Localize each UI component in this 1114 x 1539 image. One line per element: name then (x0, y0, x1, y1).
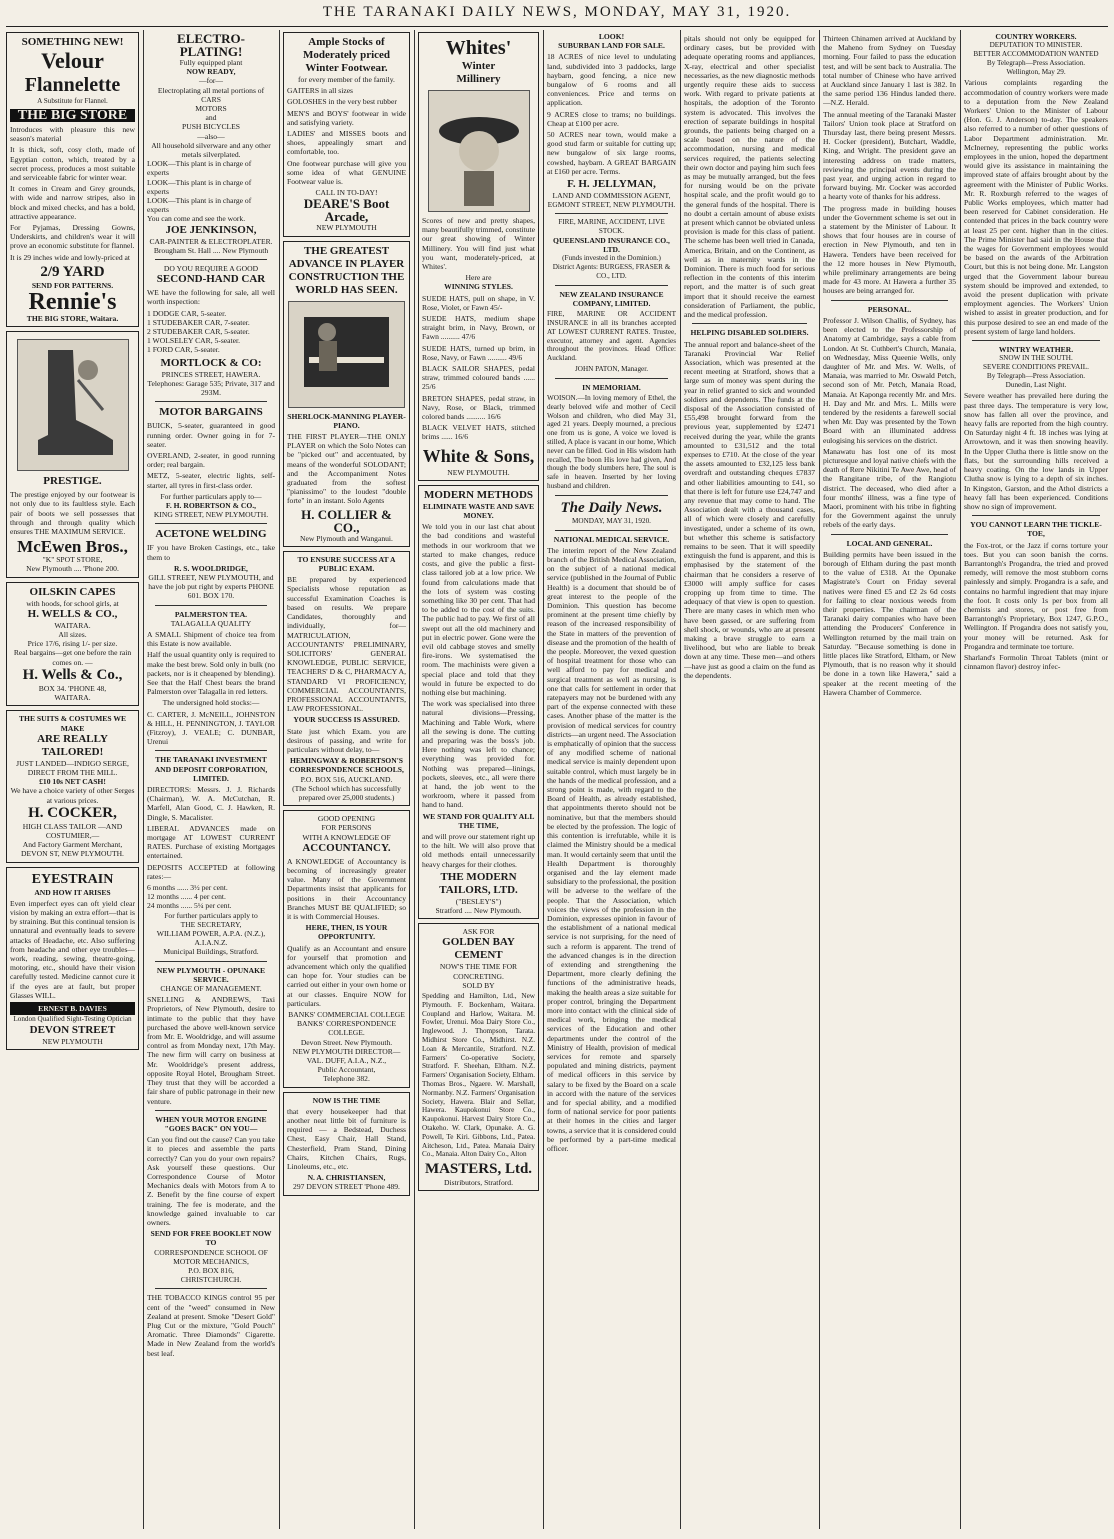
brand: ("BESLEY'S") (455, 896, 502, 906)
for: FOR PERSONS (321, 823, 372, 833)
title: NEW PLYMOUTH - OPUNAKE SERVICE. (156, 965, 266, 984)
electro-item: PUSH BICYCLES (181, 122, 241, 132)
car-list (147, 309, 275, 355)
separator (155, 750, 267, 751)
desc-text: It comes in Cream and Grey grounds, with wide and narrow stripes, also in block and mixed checks, and has a bold, attractive appearance. (10, 184, 135, 221)
local-title: LOCAL AND GENERAL. (846, 538, 933, 548)
weather-title: WINTRY WEATHER. (998, 345, 1074, 355)
patterns-text: SEND FOR PATTERNS. (31, 280, 114, 290)
desc-text: It is thick, soft, cosy cloth, made of Egyptian cotton, which, treated by a secret process, produces a most suitable and serviceable fabric for winter wear. (10, 145, 135, 183)
store-name: "K" SPOT STORE, (42, 555, 103, 565)
separator (155, 1288, 267, 1289)
country-text: Various complaints regarding the accommodation of country workers were made to a deputation from the New Zealand Workers' Union to the Minister of Labour (Hon. G. J. Anderson) to-day. The speakers also referred to a number of other questions of Labor Department administration. Mr. McInerney, representing the public works employees in the union, hoped the department would give its assistance in maintaining the improved state of affairs brought about by the agreement with the Minister of Public Works. Mr. R. Roxburgh referred to the wages of Public Works employees, which matter had been reserved for Cabinet consideration. He contended that prices in the back country were at least 25 per cent. higher than in the cities. The Prime Minister had said in the House that the wages for Government employees would be based on the awards of the Arbitration Court, but this is not being done. Mr. Langston urged that the Government labour bureau system should be improved and extended, to avoid the present duplication with private employment agencies. The Workers' Union wished to assist in greater production, and for this purpose desired to see an end made of the present system of large land holders. (964, 78, 1108, 336)
role: LAND AND COMMISSION AGENT, (552, 191, 671, 201)
millinery: Millinery (456, 73, 501, 85)
text: THE FIRST PLAYER—THE ONLY PLAYER on which the Solo Notes can be "picked out" and accentuated, by means of the wonderful SOLODANT; and the Accompaniment Notes graduated from the softest "pianissimo" to the loudest "double forte" in an instant. Solo Agents (287, 432, 406, 506)
addr: 297 DEVON STREET 'Phone 489. (293, 1182, 400, 1192)
sub: CHANGE OF MANAGEMENT. (160, 984, 262, 994)
separator (155, 1110, 267, 1111)
separator (555, 285, 668, 286)
electro-text: All household silverware and any other metals silverplated. (151, 140, 271, 160)
send: SEND FOR FREE BOOKLET NOW TO (150, 1229, 272, 1248)
branch: NEW PLYMOUTH DIRECTOR— (292, 1046, 401, 1056)
stand: WE STAND FOR QUALITY ALL THE TIME, (422, 811, 535, 830)
separator (155, 401, 267, 402)
service-ad (147, 966, 275, 1106)
title: SUBURBAN LAND FOR SALE. (558, 41, 665, 51)
item: BRETON SHAPES, pedal straw, in Navy, Rose, or Black, trimmed colored bands .......... 16/6 (422, 393, 535, 422)
column-divider (279, 30, 280, 1529)
text: and will prove our statement right up to the hilt. We will also prove that old methods entail unnecessarily heavy charges for their clothes. (422, 831, 535, 869)
note: Real bargains—get one before the rain comes on. — (13, 648, 132, 667)
text: Can you find out the cause? Can you take it to pieces and assemble the parts correctly? Can you do your own repairs? Ask yourself these questions. Our Correspondence Course of Motor Mechanics deals with Motors from A to Z. Benefit by the fine course of expert training. The fee is moderate, and the knowledge gained invaluable to car owners. (147, 1135, 275, 1227)
column-8 (964, 32, 1108, 1531)
firm-name: DEARE'S Boot Arcade, (303, 196, 390, 225)
news-item: Thirteen Chinamen arrived at Auckland by the Maheno from Sydney on Tuesday morning. Four failed to pass the education test, and will be sent back to Australia. The total number of Chinese who have arrived at Auckland since January 1 last is 382. In the same period 136 Hindus landed there.—N.Z. Herald. (823, 34, 956, 108)
investment-ad (147, 755, 275, 956)
column-6 (684, 32, 815, 1531)
country-title: COUNTRY WORKERS. (995, 32, 1077, 41)
assured: YOUR SUCCESS IS ASSURED. (293, 715, 400, 725)
suits-title: THE SUITS & COSTUMES WE MAKE (18, 714, 127, 733)
item: BLACK SAILOR SHAPES, pedal straw, trimmed coloured bands ...... 25/6 (422, 364, 535, 392)
footwear-illustration (17, 339, 129, 471)
column-3 (283, 32, 410, 1531)
rate: 24 months ...... 5¼ per cent. (147, 901, 232, 911)
firm-name: MORTLOCK & CO: (160, 356, 262, 369)
text: A KNOWLEDGE of Accountancy is becoming of increasingly greater value. Many of the Government Departments insist that applicants for positions in their Accountancy Branches MUST BE QUALIFIED; so it is with Commercial Houses. (287, 856, 406, 921)
electroplating-ad (147, 32, 275, 255)
state: State just which Exam. you are desirous of passing, and write for particulars without delay, to— (287, 726, 406, 754)
town: WAITARA. (54, 620, 91, 630)
item: SUEDE HATS, pull on shape, in V. Rose, Violet, or Fawn 45/- (422, 293, 535, 312)
firm-name: THE MODERN TAILORS, LTD. (439, 870, 518, 896)
school: CORRESPONDENCE SCHOOL OF MOTOR MECHANICS, (154, 1247, 268, 1266)
velour-heading: Velour (41, 48, 104, 73)
country-sub: BETTER ACCOMMODATION WANTED (973, 50, 1099, 58)
sizes: All sizes. (58, 630, 87, 640)
firm-name: H. COLLIER & CO., (301, 506, 392, 535)
whites-millinery-ad (418, 32, 539, 481)
oilskin-title: OILSKIN CAPES (29, 585, 116, 598)
nz-insurance-ad (547, 290, 676, 374)
weather-text: Severe weather has prevailed here during the past three days. The temperature is very low, snow has fallen all over the province, and heavy falls are reported from the high country. On Saturday night 4 ft. 18 inches was lying at Arrowtown, and it was then snowing heavily. In the Upper Clutha there is little snow on the flats, but the surrounding hills received a heavy coating. On the low lands in Upper Clutha snow is lying to a depth of six inches. In Kingston, Garston, and the Athol districts a heavy fall has been experienced. Conditions show no sign of improvement. (964, 391, 1108, 511)
medical-title: NATIONAL MEDICAL SERVICE. (553, 534, 670, 544)
text: A SMALL Shipment of choice tea from this Estate is now available. (147, 629, 275, 649)
masthead-rule (6, 26, 1108, 27)
soldiers-title: HELPING DISABLED SOLDIERS. (690, 328, 809, 338)
column-divider (680, 30, 681, 1529)
queensland-insurance-ad (547, 218, 676, 280)
separator (155, 523, 267, 524)
look-line: LOOK—This plant is in charge of experts (147, 159, 252, 178)
styles: WINNING STYLES. (444, 282, 513, 292)
electro-also: —also— (197, 131, 225, 141)
medical-text: The interim report of the New Zealand branch of the British Medical Association, on the subject of a national medical service (published in the Journal of Public Health) is a document that should be of great interest to the people of the Dominion. This question has become prominent at the present time chiefly by reason of the increased responsibility of the State in matters of the prevention of disease and the promotion of the health of the people. Moreover, the vexed question of hospital treatment for those who can well afford to pay for medical and surgical treatment as well as nursing, is one that calls for settlement in order that ratepayers may not be burdened with any part of the expense connected with these cases. Another phase of the matter is the provision of medical services for country districts—an urgent need. The Association is emphatically of opinion that the success of any modified scheme of national medical service is mainly dependent upon suitable control, which must largely be in the hands of the medical profession, and a strong point is made, with regard to the Board of Health, as already established, that appointments thereto should not be nominative, but that the members should be elected by the profession. The logic of this contention is irrefutable, while it is claimed the Ministry should be a medical man. It would certainly seem that until the Health Department is thoroughly organised and the lay element made subsidiary to the professional, the position will be adverse to the welfare of the people. That the Association, which voices the views of the profession in the Dominion, expresses opinion in favour of the establishment of a national medical service is not surprising, for the need of such a reform is apparent. The trend of the advanced changes is in the direction of extending and strengthening the Department, more clearly defining the functions of the administrative heads, making the health areas a size suitable for proper control, bringing the Department more into contact with the clinical side of medical work, bringing the medical services of the Education and other departments under the control of the Ministry of Health, provision of medical services for remote and sparsely populated and mining districts, payment of medical officers in this service by salary to be fixed by the Board on a scale in accord with the nature of the services and for special ability, and a modified form of national service for poor patients at their homes in the cities and larger towns, a service that it is considered could be performed by a part-time medical officer. (547, 545, 676, 1153)
deare-boot-ad (283, 32, 410, 237)
title: NOW IS THE TIME (312, 1095, 381, 1105)
role: Distributors, Stratford. (444, 1178, 513, 1188)
firm: N. A. CHRISTIANSEN, (307, 1173, 386, 1183)
hat-icon (429, 91, 529, 211)
item: LADIES' and MISSES boots and shoes, appealingly smart and comfortable, too. (287, 129, 406, 157)
text: that every housekeeper had that another neat little bit of furniture is required — a Bedstead, Duchess Chest, Easy Chair, Hall Stand, Chesterfield, Pram Stand, Dining Chairs, Kitchen Chairs, Rugs, Linoleums, etc., etc. (287, 1106, 406, 1172)
street: Devon Street. New Plymouth. (300, 1037, 393, 1047)
tickle-title: YOU CANNOT LEARN THE TICKLE-TOE, (970, 520, 1102, 539)
separator (555, 213, 668, 214)
title: MOTOR BARGAINS (159, 406, 263, 419)
oilskin-sub: with hoods, for school girls, at (26, 598, 119, 608)
byline: By Telegraph—Press Association. (986, 371, 1086, 380)
title: Ample Stocks of Moderately priced Winter Footwear. (302, 36, 391, 74)
prestige-ad (6, 331, 139, 577)
item: GAITERS in all sizes (287, 86, 354, 96)
news-item: The progress made in building houses under the Government scheme is set out in a statement by the Minister of Labour. It shows that four houses are in course of erection in New Plymouth, and ten in Hawera. Tenders have been received for the 12 more houses in New Plymouth, while preliminary arrangements are being made for 43 more. At Hawera a further 35 houses are being arranged for. (823, 203, 956, 296)
item: SUEDE HATS, medium shape straight brim, in Navy, Brown, or Fawn .......... 47/6 (422, 314, 535, 342)
title: WHEN YOUR MOTOR ENGINE "GOES BACK" ON YOU— (155, 1114, 267, 1133)
item: MEN'S and BOYS' footwear in wide and satisfying variety. (287, 108, 406, 127)
price: Price 17/6, rising 1/- per size. (27, 639, 118, 649)
mcewen-logo: McEwen Bros., (17, 537, 128, 557)
with: WITH A KNOWLEDGE OF (302, 832, 391, 842)
firm-logo: H. Wells & Co., (22, 666, 123, 683)
text: Scores of new and pretty shapes, many beautifully trimmed, constitute our great showing of Winter Millinery. You will find just what you want, moderately-priced, at Whites'. (422, 216, 535, 272)
engine-ad (147, 1115, 275, 1285)
firm: HEMINGWAY & ROBERTSON'S CORRESPONDENCE SCHOOLS, (289, 756, 404, 775)
agents: District Agents: BURGESS, FRASER & CO., LTD. (552, 263, 671, 281)
country-sub: DEPUTATION TO MINISTER. (989, 41, 1083, 50)
item: BUICK, 5-seater, guaranteed in good running order. Owner going in for 7-seater. (147, 421, 275, 449)
tel: Telephone 382. (323, 1074, 370, 1084)
box: P.O. BOX 516, AUCKLAND. (300, 774, 393, 784)
palmerston-tea-ad (147, 610, 275, 747)
piano-icon (289, 302, 404, 407)
prestige-title: PRESTIGE. (43, 475, 102, 488)
electro-text: Electroplating all metal portions of (157, 85, 265, 95)
text: DEPOSITS ACCEPTED at following rates:— (147, 862, 275, 881)
title: MODERN METHODS (423, 488, 534, 501)
addr: GILL STREET, NEW PLYMOUTH, and have the job put right by experts PHONE 601. BOX 170. (148, 572, 274, 601)
local-text: Building permits have been issued in the borough of Eltham during the past month to the value of £318. At the Opunake Magistrate's Court on Friday several natives were fined £5 and £2 2s 6d costs for failing to clear noxious weeds from their properties. The chairman of the Taranaki dairy companies who have been attending the Producers' Conference in Wellington returned by the mail train on Saturday. "Because something is done in little places like Stratford, Eltham, or New Plymouth, that is no reason why it should be done in a town like Hawera," said a speaker at the recent meeting of the Hawera Chamber of Commerce. (823, 549, 956, 697)
suits-price: £10 10s NET CASH! (39, 777, 106, 787)
title: PALMERSTON TEA. (174, 609, 248, 619)
item: GOLOSHES in the very best rubber (287, 97, 397, 107)
look-line: LOOK—This plant is in charge of experts (147, 196, 252, 215)
text: BE prepared by experienced Specialists whose reputation as successful Examination Coaches is based on results. We prepare Candidates, thoroughly and individually, for—MATRICULATION, ACCOUNTANTS' PRELIMINARY, SOLICITORS' GENERAL KNOWLEDGE, PUBLIC SERVICE, TEACHERS' D & C, PHARMACY A, STANDARD VI PROFICIENCY, COMMERCIAL ACCOUNTANTS, PROFESSIONAL ACCOUNTANTS, LAW PROFESSIONAL. (287, 575, 406, 714)
cocker-logo: H. COCKER, (28, 804, 117, 821)
lines: FIRE, MARINE, ACCIDENT, LIVE STOCK. (558, 218, 665, 236)
eyestrain-ad (6, 867, 139, 1051)
firm-logo: MASTERS, Ltd. (424, 1161, 533, 1178)
electro-item: and (205, 113, 217, 123)
piano-illustration (288, 301, 405, 408)
separator (972, 515, 1100, 516)
oilskin-ad (6, 582, 139, 707)
firm-addr: Brougham St. Hall .... New Plymouth (153, 245, 269, 255)
item: OVERLAND, 2-seater, in good running order; real bargain. (147, 450, 275, 470)
here: HERE, THEN, IS YOUR OPPORTUNITY. (305, 923, 388, 942)
firm-desc: CAR-PAINTER & ELECTROPLATER. (149, 236, 273, 246)
desc: HIGH CLASS TAILOR —AND COSTUMIER,— (22, 821, 123, 840)
column-divider (414, 30, 415, 1529)
firm-name: H. WELLS & CO., (27, 607, 118, 620)
lady-hat-illustration (428, 90, 530, 212)
personal-text: Professor J. Wilson Challis, of Sydney, has been elected to the Professorship of Anatomy at Cambridge, says a cable from London. At St. Cuthbert's Church, Manaia, on Wednesday, Miss Queenie Wells, only daughter of Mr. and Mrs. W. Wells, of Manaia, was married to Mr. Oswald Petch, second son of Mr. Petch, Manaia Road, Manaia. At Kaponga recently Mr. and Mrs. H. Day and Mr. and Mrs. L. Mills were tendered by the residents a farewell social when Mr. Day was presented by the Town Board with an illuminated address eulogising his services on the district. (823, 315, 956, 445)
town: NEW PLYMOUTH. (447, 467, 510, 477)
big-store-logo: THE BIG STORE (10, 109, 135, 122)
college: BANKS' COMMERCIAL COLLEGE BANKS' CORRESPONDENCE COLLEGE. (288, 1010, 405, 1038)
medical-continued: pitals should not only be equipped for ordinary cases, but be provided with adequate operating rooms and appliances, X-ray, electrical and other specialist necessaries, as the new diagnostic methods urgently require these aids to success work. With regard to private patients at hospitals, the adoption of the Toronto system is advocated. This involves the erection of separate buildings in hospital grounds, the patients being charged on a scale based on the nature of the accommodation, nursing and medical services required, the patients selecting their own doctor and paying him such fees as may be mutually arranged, but the fees for nursing would be on the private hospital scale, and the profit would go to the general funds of the hospital. There is no doubt a certain amount of abuse exists at present which cannot be obviated unless provision is made for this class of patient. The scheme has been well tried in Canada, America, Britain, and on the Continent, as well as in maternity wards in the Dominion. There is much food for serious reflection in the contents of this interim report, and the matter is of such great import that it should receive the earnest consideration of Parliament, the public, and the medical profession. (684, 34, 815, 320)
call: CALL IN TO-DAY! (315, 188, 378, 198)
text: The work was specialised into three natural divisions—Pressing, Machining and Table Work, where all the sewing is done. The cutting and preparing was the boss's job. Here nothing was left to chance; everything was provided for. Nothing was prepared—linings, pockets, sleeves, etc., all were there at hand, the job went to the workroom, where it passed from hand to hand. (422, 699, 535, 810)
title: THE TARANAKI INVESTMENT AND DEPOSIT CORPORATION, LIMITED. (154, 755, 268, 783)
electro-sub: Fully equipped plant (179, 58, 243, 67)
separator (831, 534, 948, 535)
uses-text: For Pyjamas, Dressing Gowns, Underskirts, and children's wear it will prove an economic substitute for flannel. (10, 223, 135, 251)
town: WAITARA. (54, 693, 91, 703)
text: LIBERAL ADVANCES made on mortgage AT LOWEST CURRENT RATES. Purchase of existing Mortgages entertained. (147, 823, 275, 861)
electro-sub: —for— (198, 76, 224, 86)
sold: SOLD BY (462, 980, 495, 990)
list-item: 1 STUDEBAKER CAR, 7-seater. (147, 317, 250, 327)
director: VAL. DUFF, A.I.A., N.Z., (306, 1056, 387, 1066)
acct: Public Accountant, (317, 1065, 376, 1075)
pre: GOOD OPENING (317, 814, 376, 824)
item: METZ, 5-seater, electric lights, self-starter, all tyres in first-class order. (147, 471, 275, 490)
title: TO ENSURE SUCCESS AT A PUBLIC EXAM. (297, 554, 396, 574)
title: THE GREATEST ADVANCE IN PLAYER CONSTRUCTION THE WORLD HAS SEEN. (288, 244, 405, 296)
sub: TALAGALLA QUALITY (170, 618, 252, 628)
list-item: 1 DODGE CAR, 5-seater. (147, 308, 227, 318)
firm-name: JOE JENKINSON, (165, 223, 257, 236)
christiansen-ad (283, 1092, 410, 1196)
news-item: The annual meeting of the Taranaki Master Tailors' Union took place at Stratford on Thursday last, there being present Messrs. H. Cocker (president), Butchart, Waddle, King, and Wright. The president gave an interesting address on trade matters, reviewing the principal events during the past year, and urging action in regard to forward buying. Mr. Cocker was accorded a hearty vote of thanks for his address. (823, 109, 956, 202)
box: BOX 34. 'PHONE 48, (38, 683, 107, 693)
separator (555, 378, 668, 379)
text: Qualify as an Accountant and ensure for yourself that promotion and advancement which only the qualified can hope for. Your studies can be carried out either in your own home or at our classes. Enquire NOW for particulars. (287, 943, 406, 1008)
player-piano-ad (283, 241, 410, 547)
optician-name: ERNEST B. DAVIES (10, 1002, 135, 1015)
intro-text: Introduces with pleasure this new season's material (10, 125, 135, 144)
text: IF you have Broken Castings, etc., take them to (147, 543, 275, 562)
separator (972, 340, 1100, 341)
eyestrain-text: Even imperfect eyes can oft yield clear vision by making an extra effort—that is by straining. But this continual tension is unnatural and eventually leads to severe attacks of Headache, etc. Also suffering from headache and other eye troubles—work, reading, sewing, theatre-going, motoring, etc., should have their vision carefully tested. Medicine cannot cure it if the eyes are at fault, but proper Glasses WILL. (10, 898, 135, 1000)
holders: C. CARTER, J. McNEILL, JOHNSTON & HILL, H. PENNINGTON, J. TAYLOR (Fitzroy), J. VEALE; C. DUNBAR, Urenui (147, 709, 275, 747)
text: WE have the following for sale, all well worth inspection: (147, 288, 275, 307)
separator (555, 495, 668, 496)
sellers: Spedding and Hamilton, Ltd., New Plymouth. F. Bockenham, Waitara. Coupland and Harlow, Waitara. M. Fowler, Urenui. Moa Dairy Store Co., Inglewood. J. Thompson, Tarata. Midhirst Store Co., Midhirst. N.Z. Loan & Mercantile, Stratford. N.Z. Farmers' Co-operative Society, Stratford. F. Sheehan, Eltham. N.Z. Farmers' Organisation Society, Eltham. Thomas Bros., Ngaere. W. Marshall, Normanby. N.Z. Farmers' Organisation Society, Hawera. Blair and Sellar, Hawera. Kaupokonui Store Co., Kaupokonui. Harvest Dairy Store Co., Otakeho. W. Clark, Opunake. A. G. Powell, Te Kiri. Gibbons, Ltd., Patea. Aitcheson, Ltd., Patea. Manaia Dairy Co., Manaia. Alton Dairy Co., Alton (422, 992, 535, 1159)
item: SUEDE HATS, turned up brim, in Rose, Navy, or Fawn .......... 49/6 (422, 343, 535, 362)
suits-text: JUST LANDED—INDIGO SERGE, DIRECT FROM THE MILL. (16, 758, 129, 777)
memoriam (547, 383, 676, 491)
text: For further particulars apply to (164, 910, 258, 920)
item: 18 ACRES of nice level to undulating land, subdivided into 3 paddocks, large haybarn, good fencing, a nice new bungalow of 6 rooms and all conveniences. Price and terms on application. (547, 52, 676, 108)
box: P.O. BOX 816, (188, 1265, 234, 1275)
column-1 (6, 32, 139, 1531)
firm-name: R. S. WOOLDRIDGE, (174, 563, 248, 573)
list-item: 1 FORD CAR, 5-seater. (147, 345, 220, 355)
tobacco-ad: THE TOBACCO KINGS control 95 per cent of the "weed" consumed in New Zealand at present. Smoke "Desert Gold" Plug Cut or the mixture, "Gold Pouch" Aromatic. Three Diamonds" Cigarette. Made in New Zealand from the world's best leaf. (147, 1293, 275, 1358)
motor-bargains-ad (147, 406, 275, 519)
suits-text: We have a choice variety of other Serges at various prices. (10, 786, 135, 805)
exam-ad (283, 551, 410, 806)
address: New Plymouth .... 'Phone 200. (26, 564, 119, 574)
here: Here are (465, 273, 492, 283)
town: NEW PLYMOUTH (42, 1036, 103, 1046)
eyestrain-title: EYESTRAIN (31, 871, 114, 887)
column-2 (147, 32, 275, 1531)
sub: NOW'S THE TIME FOR CONCRETING. (439, 962, 518, 981)
town: New Plymouth and Wanganui. (300, 533, 393, 543)
list-item: 2 STUDEBAKER CAR, 5-seater. (147, 327, 250, 337)
brand: Whites' (445, 37, 512, 59)
text: Municipal Buildings, Stratford. (163, 947, 259, 957)
sub: for every member of the family. (298, 75, 395, 84)
electro-sub: NOW READY, (186, 67, 236, 77)
firm-name: F. H. JELLYMAN, (567, 178, 656, 191)
column-divider (543, 30, 544, 1529)
separator (155, 605, 267, 606)
title: ACCOUNTANCY. (302, 841, 391, 854)
electro-title: ELECTRO-PLATING! (177, 32, 245, 59)
title: IN MEMORIAM. (582, 382, 641, 392)
firm-name: F. H. ROBERTSON & CO., (165, 500, 257, 510)
secondhand-car-ad (147, 264, 275, 397)
substitute-text: A Substitute for Flannel. (37, 97, 108, 105)
town: NEW PLYMOUTH (316, 223, 377, 233)
title: SECOND-HAND CAR (156, 273, 266, 286)
text: DIRECTORS: Messrs. J. J. Richards (Chairman), W. A. McCutchan, R. Marfell, Alan Good, C. J. Hawken, R. Dingle, S. Macalister. (147, 785, 275, 822)
winter: Winter (461, 60, 496, 72)
store-address: THE BIG STORE, Waitara. (26, 314, 119, 324)
golden-bay-cement-ad (418, 923, 539, 1191)
note: (The School which has successfully prepared over 25,000 students.) (292, 783, 401, 802)
look-line: You can come and see the work. (147, 214, 246, 224)
text: SNELLING & ANDREWS, Taxi Proprietors, of New Plymouth, desire to intimate to the public that they have purchased the above well-known service from Mr. E. Wooldridge, and will assume control as from Monday next, 17th May. The new firm will carry on business at Mr. Wooldridge's present address, opposite Royal Hotel, Brougham Street. They trust that they will be accorded a fair share of public patronage in their new venture. (147, 995, 275, 1106)
separator (155, 259, 267, 260)
list-item: 1 WOLSELEY CAR, 5-seater. (147, 336, 241, 346)
text: THE SECRETARY, (180, 919, 242, 929)
tickle-end: Sharland's Formolin Throat Tablets (mint or cinnamon flavor) destroy infec- (964, 652, 1108, 672)
item: BLACK VELVET HATS, stitched brims ...... 16/6 (422, 423, 535, 442)
suits-sub: ARE REALLY TAILORED! (37, 732, 108, 758)
separator (155, 961, 267, 962)
sub: ELIMINATE WASTE AND SAVE MONEY. (422, 501, 535, 521)
soldiers-text: The annual report and balance-sheet of the Taranaki Provincial War Relief Association, which was presented at the recent meeting at Stratford, shows that a large sum of money was spent during the year in relief granted to sick and wounded soldiers and dependents. The funds at the disposal of the Association consisted of £55,498 brought forward from the previous year, supplemented by £2471 received during the year, while the grants amounted to £31,512 and the total expenses to £710. At the close of the year the assets amounted to £32,125 less bank overdraft and outstanding cheques £7837 and other liabilities amounting to £41, so that there is left for future use £24,747 and any revenue that may come to hand. The Association dealt with a thousand cases, all of which were closely and carefully investigated, under a scheme of its own, but whether this scheme is satisfactory remains to be seen. That it will speedily extinguish the fund is apparent, and this is emphasised by the statement of the chairman that he considers a reserve of £3000 will amply suffice for cases cropping up from time to time. The adequacy of that view is open to question. There are many cases in which men who have been gassed, or are suffering from shell shock, or wounds, who are at present making a brave struggle to earn a livelihood, but who are liable to break down at any time. These men—and others—have just as good a claim on the fund as the dependents. (684, 339, 815, 680)
separator (692, 323, 807, 324)
acetone-welding-ad (147, 528, 275, 600)
masthead: THE TARANAKI DAILY NEWS, MONDAY, MAY 31, 1920. (322, 4, 792, 20)
firm-logo: White & Sons, (422, 445, 535, 466)
optician-desc: London Qualified Sight-Testing Optician (13, 1015, 132, 1024)
addr: EGMONT STREET, NEW PLYMOUTH. (547, 200, 676, 210)
undersigned: The undersigned hold stocks:— (162, 698, 260, 708)
rate: 12 months ...... 4 per cent. (147, 892, 226, 902)
separator (555, 530, 668, 531)
accountancy-ad (283, 810, 410, 1087)
look: LOOK! (598, 32, 625, 41)
name: SHERLOCK-MANNING PLAYER-PIANO. (287, 411, 406, 430)
text: WOISON.—In loving memory of Ethel, the dearly beloved wife and mother of Cecil Wolson and children, who died May 31, aged 21 years. Deeply mourned, a precious one from us is gone, A voice we loved is stilled, A place is vacant in our home, Which never can be filled. God in His wisdom hath recalled, The boon His love had given, And though the body slumbers here, The soul is safe in heaven. Inserted by her loving husband and children. (547, 394, 676, 490)
column-7 (823, 32, 956, 1531)
title: NEW ZEALAND INSURANCE COMPANY, LIMITED. (559, 289, 664, 309)
column-5 (547, 32, 676, 1531)
paper-title: The Daily News. (560, 499, 663, 516)
prestige-text: The prestige enjoyed by our footwear is not only due to its faultless style. Each pair of boots we sell possesses that through and through quality which ensures THE MAXIMUM SERVICE. (10, 490, 135, 537)
electro-item: MOTORS (195, 104, 227, 114)
text: FIRE, MARINE OR ACCIDENT INSURANCE in all its branches accepted AT LOWEST CURRENT RATES. Trustee, executor, attorney and agent. Agencies throughout the provinces. Head Office: Auckland. (547, 310, 676, 363)
text: WILLIAM POWER, A.P.A. (N.Z.), A.I.A.N.Z. (156, 929, 266, 948)
width-text: It is 29 inches wide and lowly-priced at (10, 252, 130, 262)
column-divider (819, 30, 820, 1529)
town: Stratford .... New Plymouth. (435, 906, 522, 915)
desc: And Factory Garment Merchant, DEVON ST, NEW PLYMOUTH. (21, 840, 124, 859)
something-new: SOMETHING NEW! (21, 36, 124, 48)
suits-ad (6, 710, 139, 862)
text: We told you in our last chat about the bad conditions and wasteful methods in our workroom that we started to make changes, reduce costs, and give the public a first-class tailored job at a low price. We found from calculations made that the lots of system was costing something like 30 per cent. That had to be added to the cost of the suits. The public had to pay. We first of all swept out all the old machinery and put in electric power. Gone were the evil old cabbage stoves and smelly fire-irons. We systematised the room. The machinists were given a special place and told that they would in future be expected to do nothing else but machining. (422, 522, 535, 697)
title: ACETONE WELDING (155, 528, 267, 541)
column-divider (143, 30, 144, 1529)
text: Half the usual quantity only is required to make the best brew. Sold only in bulk (no packets, nor is it cheapened by blending). See that the Half Chest bears the brand Palmerston over Talagalla in red letters. (147, 650, 275, 697)
rate: 6 months ...... 3½ per cent. (147, 883, 228, 893)
tickle-text: the Fox-trot, or the Jazz if corns torture your toes. But you can soon banish the corns. Barrantongh's Progandra, the tried and proved remedy, will remove the most stubborn corns painlessly and simply. Progandra is a safe, and contains no harmful ingredient that may injure the foot. It costs only 1s per box from all chemists and stores, or post free from Barrantongh's Proprietary, Box 1247, G.P.O., Wellington. If Progandra does not satisfy you, your money will be returned. Ask for Progandra and terminate toe torture. (964, 540, 1108, 651)
rennies-logo: Rennie's (28, 289, 117, 316)
town: CHRISTCHURCH. (180, 1275, 242, 1285)
addr: KING STREET, NEW PLYMOUTH. (153, 510, 269, 520)
weather-sub: SNOW IN THE SOUTH. (999, 354, 1073, 363)
column-4 (418, 32, 539, 1531)
price: 2/9 YARD (40, 263, 105, 280)
item: 50 ACRES near town, would make a good stud farm or suitable for cutting up; new bungalow of six large rooms, cowshed, haybarn. A GREAT BARGAIN at £160 per acre. Terms. (547, 130, 676, 176)
text: One footwear purchase will give you some idea of what GENUINE Footwear value is. (287, 158, 406, 187)
eyestrain-sub: AND HOW IT ARISES (34, 887, 111, 897)
item: 9 ACRES close to trams; no buildings. Cheap at £100 per acre. (547, 109, 676, 128)
phone: Telephones: Garage 535; Private, 317 and 293M. (147, 378, 275, 398)
further: For further particulars apply to— (160, 491, 262, 501)
title: QUEENSLAND INSURANCE CO., LTD. (553, 236, 670, 255)
note: (Funds invested in the Dominion.) (562, 254, 661, 263)
electro-item: CARS (201, 94, 221, 104)
pre: DO YOU REQUIRE A GOOD (163, 264, 259, 274)
big-store-ad (6, 32, 139, 327)
dateline: Wellington, May 29. (1006, 67, 1066, 76)
addr: PRINCES STREET, HAWERA. (161, 369, 261, 379)
separator (831, 300, 948, 301)
flannelette-heading: Flannelette (24, 74, 121, 96)
byline: By Telegraph—Press Association. (986, 58, 1086, 67)
manager: JOHN PATON, Manager. (574, 365, 649, 374)
dateline: Dunedin, Last Night. (1005, 380, 1067, 389)
street: DEVON STREET (29, 1023, 116, 1036)
personal-text: Manawatu has lost one of its most picturesque and loyal native chiefs with the death of Rere Nikitini Te Awe Awe, head of the Rangitane tribe, of the Rangiotu district. The deceased, who died after a four months' illness, was a fine type of Maori, prominent with his tribe in fighting for the Government against the unruly rebels of the early days. (823, 446, 956, 530)
look-line: LOOK—This plant is in charge of experts (147, 177, 252, 196)
ask: ASK FOR (462, 927, 495, 937)
weather-sub: SEVERE CONDITIONS PREVAIL. (983, 363, 1089, 372)
suburban-land-ad (547, 32, 676, 209)
boot-icon (18, 340, 128, 470)
modern-tailors-ad (418, 485, 539, 919)
personal-title: PERSONAL. (867, 304, 912, 314)
column-divider (960, 30, 961, 1529)
paper-date: MONDAY, MAY 31, 1920. (572, 516, 651, 525)
title: GOLDEN BAY CEMENT (442, 936, 515, 962)
